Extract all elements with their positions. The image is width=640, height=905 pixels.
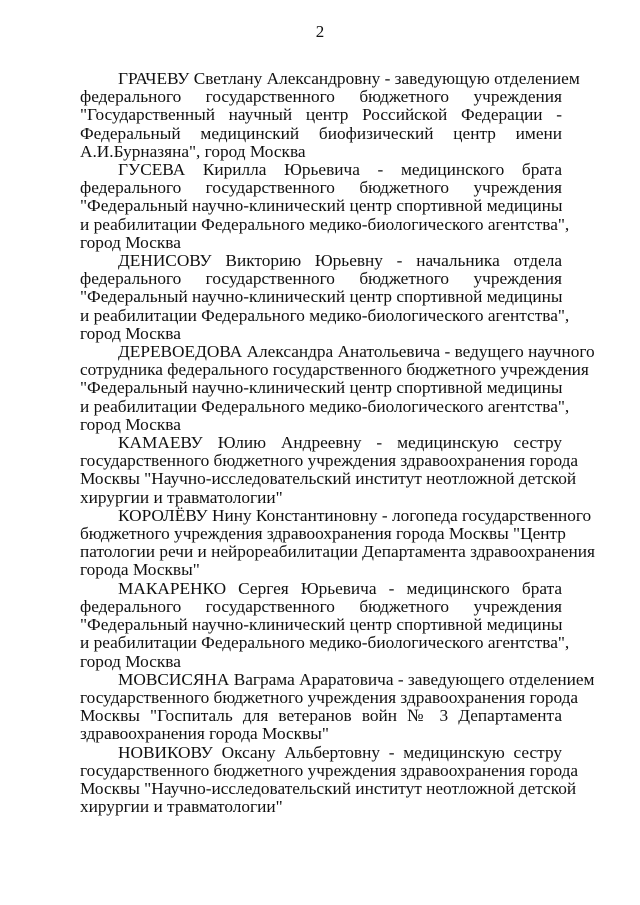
entry-line: Москвы "Научно-исследовательский институт неотложной детской: [80, 778, 577, 798]
entry-line: и реабилитации Федерального медико-биологического агентства",: [80, 305, 570, 325]
entry-line: города Москвы": [80, 560, 200, 580]
entry-line: город Москва: [80, 323, 181, 343]
page-number: 2: [315, 22, 325, 41]
list-item: [80, 251, 570, 343]
entry-line: город Москва: [80, 651, 181, 671]
entry-line: ГРАЧЕВУ Светлану Александровну - заведующую отделением: [118, 69, 580, 88]
entry-line: город Москва: [80, 414, 181, 434]
entry-line: здравоохранения города Москвы": [80, 724, 329, 744]
entry-line: Москвы "Госпиталь для ветеранов войн № 3 Департамента: [80, 706, 562, 726]
entry-line: федерального государственного бюджетного учреждения: [80, 87, 562, 107]
entry-line: КОРОЛЁВУ Нину Константиновну - логопеда государственного: [118, 505, 592, 525]
entry-line: ГУСЕВА Кирилла Юрьевича - медицинского брата: [118, 160, 562, 180]
entry-line: федерального государственного бюджетного учреждения: [80, 596, 562, 616]
entry-line: и реабилитации Федерального медико-биологического агентства",: [80, 214, 570, 234]
entry-line: ДЕНИСОВУ Викторию Юрьевну - начальника отдела: [118, 251, 562, 271]
list-item: [80, 505, 596, 580]
entry-line: патологии речи и нейрореабилитации Департамента здравоохранения: [80, 542, 596, 562]
entry-line: федерального государственного бюджетного учреждения: [80, 178, 562, 198]
entry-line: МАКАРЕНКО Сергея Юрьевича - медицинского брата: [118, 578, 562, 598]
entry-line: "Федеральный научно-клинический центр спортивной медицины: [80, 378, 563, 398]
entry-line: Федеральный медицинский биофизический центр имени: [80, 123, 562, 143]
award-list: [80, 69, 596, 817]
entry-line: хирургии и травматологии": [80, 797, 283, 817]
entry-line: МОВСИСЯНА Ваграма Араратовича - заведующего отделением: [118, 669, 595, 689]
entry-line: федерального государственного бюджетного учреждения: [80, 269, 562, 289]
list-item: [80, 160, 570, 252]
entry-line: КАМАЕВУ Юлию Андреевну - медицинскую сестру: [118, 433, 562, 453]
list-item: [80, 669, 595, 744]
entry-line: бюджетного учреждения здравоохранения города Москвы "Центр: [80, 524, 566, 544]
entry-line: "Федеральный научно-клинический центр спортивной медицины: [80, 196, 563, 216]
list-item: [80, 742, 579, 817]
entry-line: государственного бюджетного учреждения здравоохранения города: [80, 760, 579, 780]
entry-line: государственного бюджетного учреждения здравоохранения города: [80, 451, 579, 471]
entry-line: "Федеральный научно-клинический центр спортивной медицины: [80, 287, 563, 307]
entry-line: и реабилитации Федерального медико-биологического агентства",: [80, 633, 570, 653]
list-item: [80, 578, 570, 671]
list-item: [80, 69, 580, 161]
list-item: [80, 433, 579, 507]
entry-line: Москвы "Научно-исследовательский институт неотложной детской: [80, 469, 577, 489]
entry-line: "Государственный научный центр Российской Федерации -: [80, 105, 562, 125]
entry-line: и реабилитации Федерального медико-биологического агентства",: [80, 396, 570, 416]
entry-line: А.И.Бурназяна", город Москва: [80, 141, 306, 161]
list-item: [80, 342, 595, 434]
entry-line: город Москва: [80, 232, 181, 252]
entry-line: хирургии и травматологии": [80, 487, 283, 507]
entry-line: сотрудника федерального государственного бюджетного учреждения: [80, 360, 589, 380]
entry-line: НОВИКОВУ Оксану Альбертовну - медицинскую сестру: [118, 742, 562, 762]
entry-line: "Федеральный научно-клинический центр спортивной медицины: [80, 615, 563, 635]
entry-line: государственного бюджетного учреждения здравоохранения города: [80, 687, 579, 707]
entry-line: ДЕРЕВОЕДОВА Александра Анатольевича - ведущего научного: [118, 342, 595, 362]
